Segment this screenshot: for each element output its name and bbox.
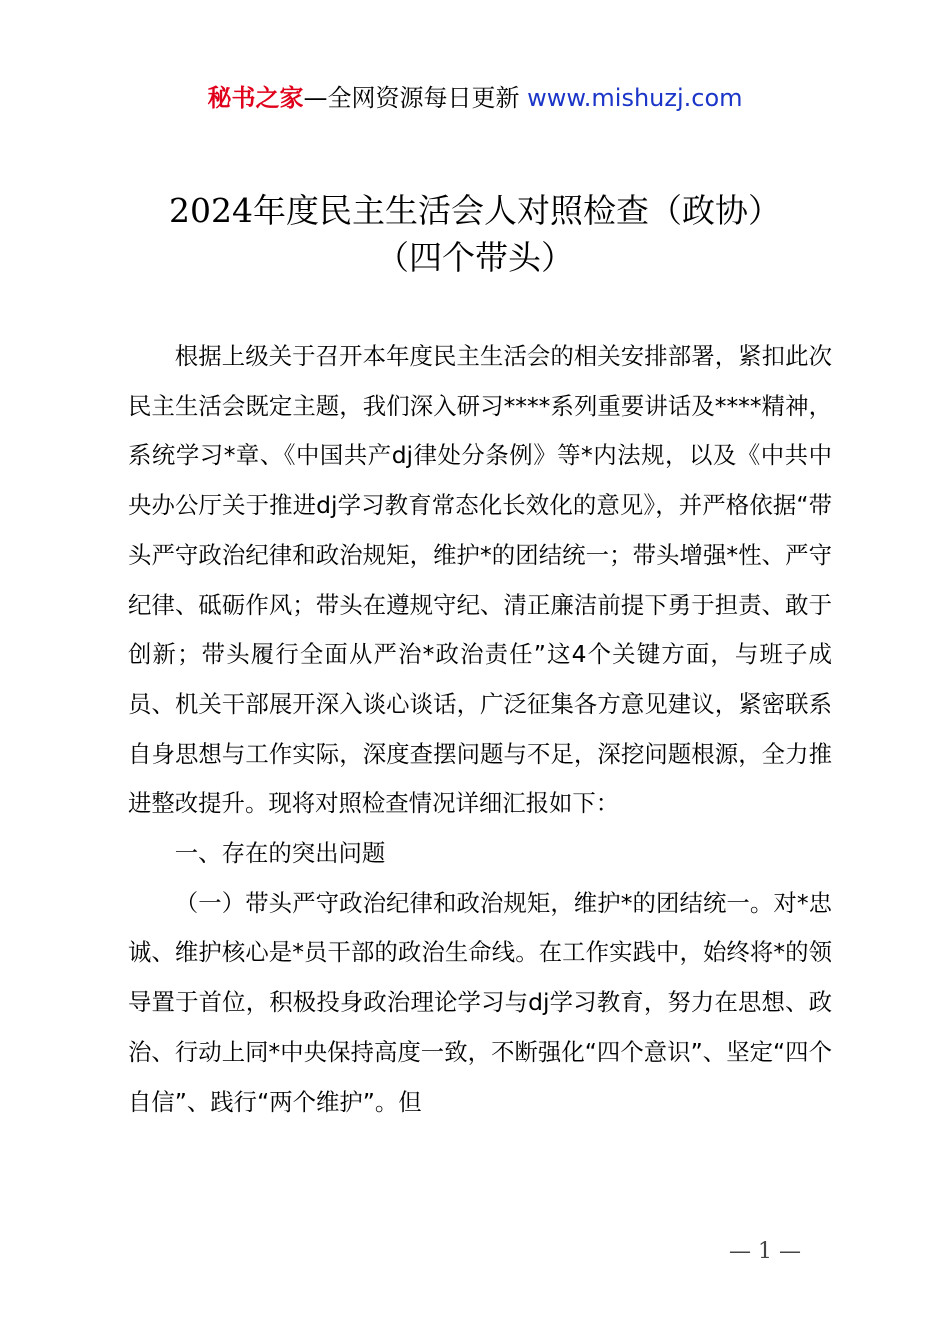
section-heading: 一、存在的突出问题 [174,839,386,868]
document-title-line2: （四个带头） [376,238,574,277]
document-title-line1: 2024年度民主生活会人对照检查（政协） [169,191,781,230]
site-header [0,78,950,113]
intro-paragraph: 根据上级关于召开本年度民主生活会的相关安排部署，紧扣此次民主生活会既定主题，我们深入研习****系列重要讲话及****精神，系统学习*章、《中国共产dj律处分条例》等*内法规，以及《中共中央办公厅关于推进dj学习教育常态化长效化的意见》，并严格依据“带头严守政治纪律和政治规矩，维护*的团结统一；带头增强*性、严守纪律、砥砺作风；带头在遵规守纪、清正廉洁前提下勇于担责、敢于创新；带头履行全面从严治*政治责任”这4个关键方面，与班子成员、机关干部展开深入谈心谈话，广泛征集各方意见建议，紧密联系自身思想与工作实际，深度查摆问题与不足，深挖问题根源，全力推进整改提升。现将对照检查情况详细汇报如下： [128,342,832,818]
page-number: — 1 — [729,1239,801,1264]
brand-name: 秘书之家 [207,84,304,112]
subsection-paragraph: （一）带头严守政治纪律和政治规矩，维护*的团结统一。对*忠诚、维护核心是*员干部的政治生命线。在工作实践中，始终将*的领导置于首位，积极投身政治理论学习与dj学习教育，努力在思想、政治、行动上同*中央保持高度一致，不断强化“四个意识”、坚定“四个自信”、践行“两个维护”。但 [128,888,832,1116]
header-tagline: —全网资源每日更新 [303,84,528,112]
site-url-link[interactable]: www.mishuzj.com [527,84,743,112]
document-body [128,332,832,1127]
